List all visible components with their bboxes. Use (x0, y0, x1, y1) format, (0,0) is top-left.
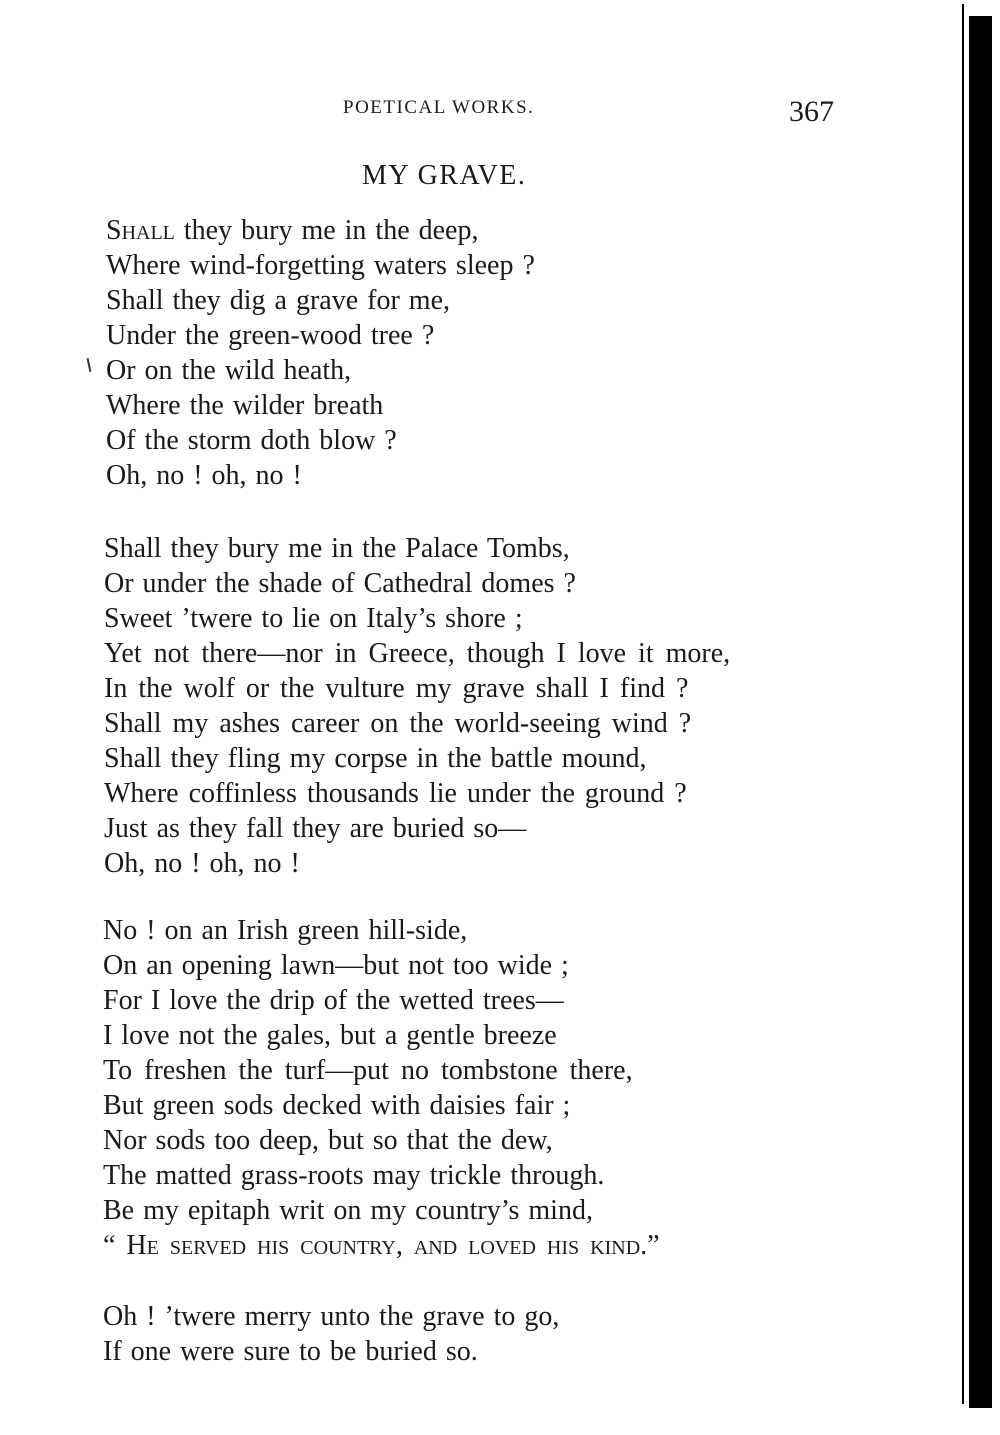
stanza2-line6: Shall my ashes career on the world-seeing wind ? (104, 708, 692, 739)
stray-ink-mark (87, 358, 92, 372)
stanza1-line2: Where wind-forgetting waters sleep ? (106, 250, 535, 281)
stanza1-line4: Under the green-wood tree ? (106, 320, 435, 351)
stanza1-line1 (106, 214, 479, 248)
stanza3-line4: I love not the gales, but a gentle breeze (103, 1020, 557, 1051)
stanza2-line7: Shall they fling my corpse in the battle mound, (104, 743, 647, 774)
stanza3-line3: For I love the drip of the wetted trees— (103, 985, 564, 1016)
stanza1-line7: Of the storm doth blow ? (106, 425, 397, 456)
stanza2-line8: Where coffinless thousands lie under the ground ? (104, 778, 687, 809)
stanza2-line4: Yet not there—nor in Greece, though I love it more, (104, 638, 731, 669)
page-edge-line (962, 4, 964, 1404)
stanza2-line1: Shall they bury me in the Palace Tombs, (104, 533, 570, 564)
stanza1-line6: Where the wilder breath (106, 390, 384, 421)
line-text: they bury me in the deep, (174, 215, 479, 246)
stanza3-line6: But green sods decked with daisies fair ; (103, 1090, 571, 1121)
stanza2-line5: In the wolf or the vulture my grave shall I find ? (104, 673, 689, 704)
stanza4-line2: If one were sure to be buried so. (103, 1336, 478, 1367)
page-edge-shadow (969, 16, 992, 1408)
stanza3-line9: Be my epitaph writ on my country’s mind, (103, 1195, 593, 1226)
stanza3-line1: No ! on an Irish green hill-side, (103, 915, 468, 946)
stanza3-line8: The matted grass-roots may trickle through. (103, 1160, 605, 1191)
stanza4-line1: Oh ! ’twere merry unto the grave to go, (103, 1301, 560, 1332)
stanza1-line5: Or on the wild heath, (106, 355, 352, 386)
stanza2-line3: Sweet ’twere to lie on Italy’s shore ; (104, 603, 523, 634)
stanza2-line9: Just as they fall they are buried so— (104, 813, 527, 844)
stanza2-line10: Oh, no ! oh, no ! (104, 848, 300, 879)
page-number: 367 (789, 95, 834, 128)
stanza1-line3: Shall they dig a grave for me, (106, 285, 451, 316)
stanza2-line2: Or under the shade of Cathedral domes ? (104, 568, 576, 599)
stanza3-line10-epitaph: “ He served his country, and loved his kind.” (103, 1230, 660, 1261)
stanza3-line2: On an opening lawn—but not too wide ; (103, 950, 569, 981)
running-head: POETICAL WORKS. (343, 97, 535, 118)
poem-title: MY GRAVE. (362, 160, 527, 191)
stanza3-line5: To freshen the turf—put no tombstone there, (103, 1055, 633, 1086)
stanza1-line8: Oh, no ! oh, no ! (106, 460, 302, 491)
drop-word: Shall (106, 215, 175, 246)
stanza3-line7: Nor sods too deep, but so that the dew, (103, 1125, 553, 1156)
